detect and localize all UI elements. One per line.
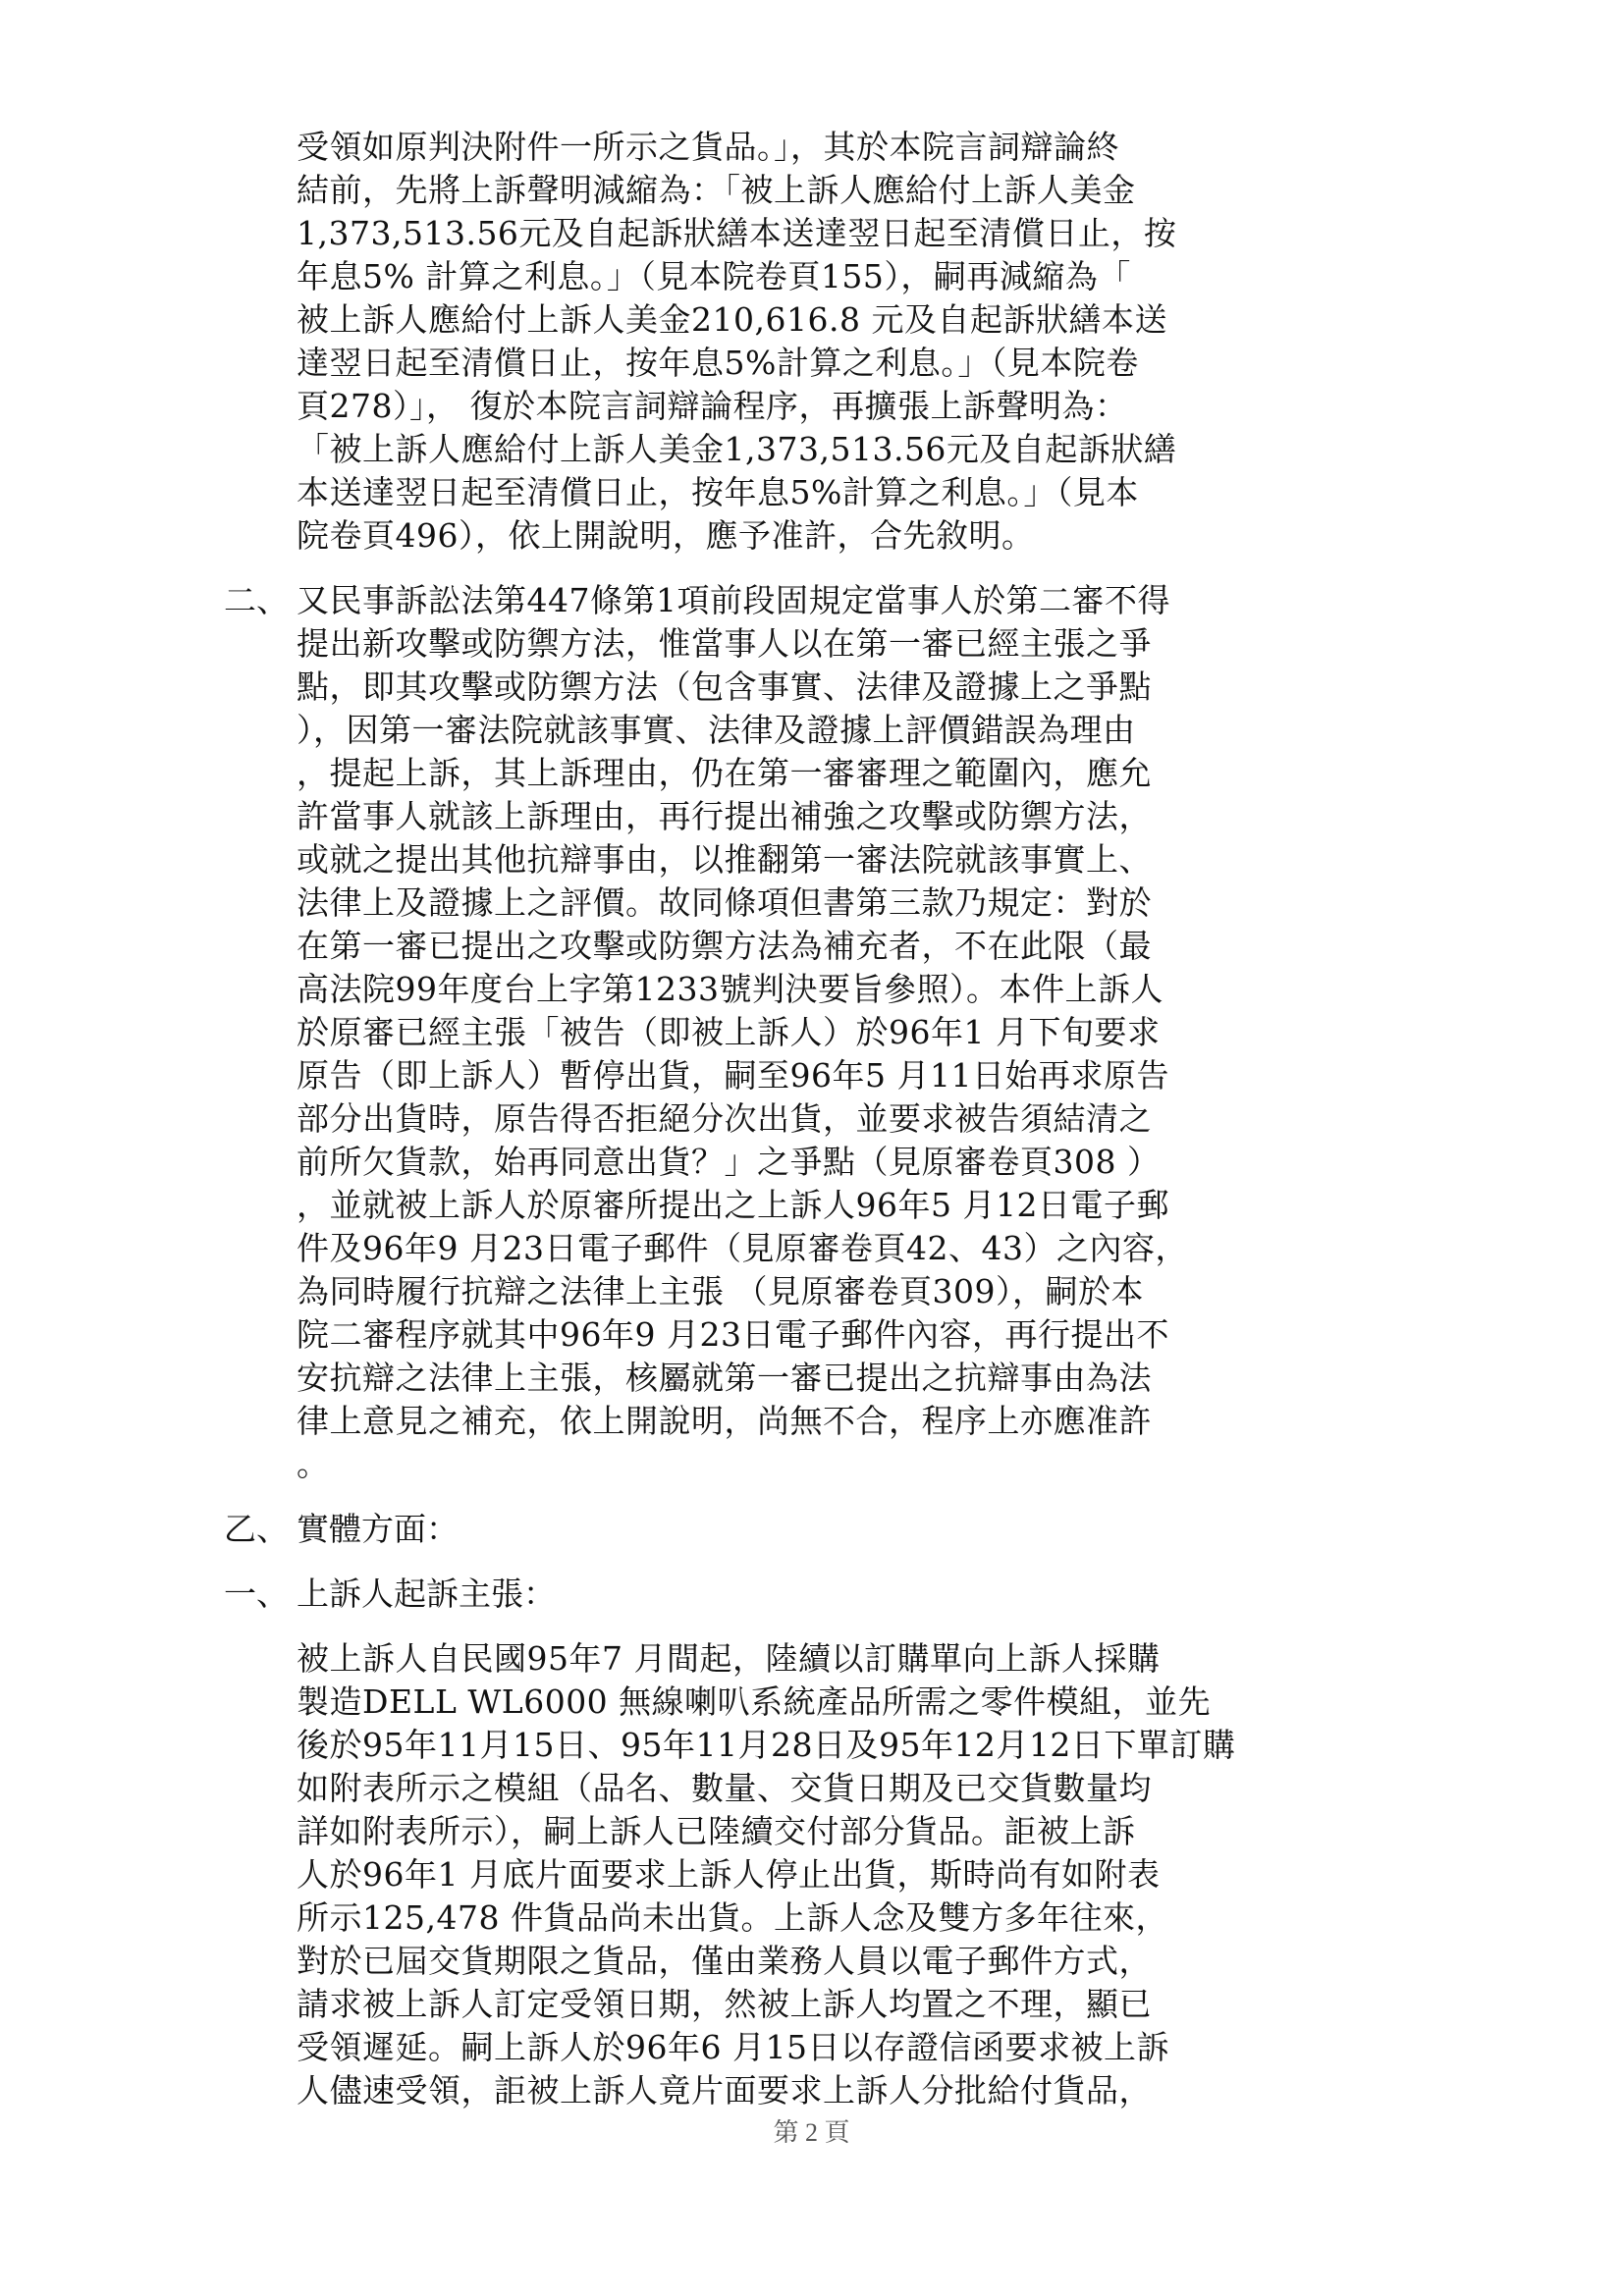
text-line: 後於95年11月15日、95年11月28日及95年12月12日下單訂購 [297, 1726, 1236, 1764]
text-line: 原告（即上訴人）暫停出貨，嗣至96年5 月11日始再求原告 [297, 1056, 1169, 1095]
text-line: 受領如原判決附件一所示之貨品。」，其於本院言詞辯論終 [297, 128, 1119, 166]
text-line: 為同時履行抗辯之法律上主張 （見原審卷頁309），嗣於本 [297, 1272, 1144, 1310]
text-line: 高法院99年度台上字第1233號判決要旨參照）。本件上訴人 [297, 970, 1163, 1008]
text-line: 所示125,478 件貨品尚未出貨。上訴人念及雙方多年往來， [297, 1898, 1168, 1937]
text-line: 法律上及證據上之評價。故同條項但書第三款乃規定：對於 [297, 883, 1152, 922]
text-line: 「被上訴人應給付上訴人美金1,373,513.56元及自起訴狀繕 [297, 430, 1177, 468]
text-line: 件及96年9 月23日電子郵件（見原審卷頁42、43）之內容， [297, 1229, 1188, 1267]
text-line: 在第一審已提出之攻擊或防禦方法為補充者，不在此限（最 [297, 927, 1152, 965]
text-line: 本送達翌日起至清償日止，按年息5%計算之利息。」（見本 [297, 473, 1139, 511]
text-line: ，並就被上訴人於原審所提出之上訴人96年5 月12日電子郵 [297, 1186, 1169, 1224]
text-line: 頁278）」， 復於本院言詞辯論程序，再擴張上訴聲明為： [297, 387, 1128, 425]
section-marker: 一、 [224, 1575, 289, 1613]
text-line: 人於96年1 月底片面要求上訴人停止出貨，斯時尚有如附表 [297, 1855, 1161, 1894]
text-line: 對於已屆交貨期限之貨品，僅由業務人員以電子郵件方式， [297, 1942, 1152, 1980]
text-line: 許當事人就該上訴理由，再行提出補強之攻擊或防禦方法， [297, 797, 1152, 835]
text-line: 。 [297, 1445, 330, 1483]
text-line: 製造DELL WL6000 無線喇叭系統產品所需之零件模組，並先 [297, 1682, 1212, 1721]
text-line: 人儘速受領，詎被上訴人竟片面要求上訴人分批給付貨品， [297, 2071, 1152, 2109]
text-line: 律上意見之補充，依上開說明，尚無不合，程序上亦應准許 [297, 1402, 1152, 1440]
part-title: 實體方面： [297, 1510, 459, 1548]
text-line: 點，即其攻擊或防禦方法（包含事實、法律及證據上之爭點 [297, 667, 1152, 706]
text-line: 前所欠貨款，始再同意出貨？」之爭點（見原審卷頁308 ） [297, 1143, 1161, 1181]
text-line: 達翌日起至清償日止，按年息5%計算之利息。」（見本院卷 [297, 344, 1139, 382]
text-line: 院卷頁496），依上開說明，應予准許，合先敘明。 [297, 516, 1035, 555]
section-marker: 二、 [224, 581, 289, 619]
text-line: ，提起上訴，其上訴理由，仍在第一審審理之範圍內，應允 [297, 754, 1152, 792]
part-marker: 乙、 [224, 1510, 289, 1548]
text-line: 又民事訴訟法第447條第1項前段固規定當事人於第二審不得 [297, 581, 1170, 619]
text-line: 部分出貨時，原告得否拒絕分次出貨，並要求被告須結清之 [297, 1099, 1152, 1138]
text-line: 請求被上訴人訂定受領日期，然被上訴人均置之不理，顯已 [297, 1985, 1152, 2023]
text-line: 如附表所示之模組（品名、數量、交貨日期及已交貨數量均 [297, 1769, 1152, 1807]
text-line: 於原審已經主張「被告（即被上訴人）於96年1 月下旬要求 [297, 1013, 1161, 1051]
text-line: 被上訴人自民國95年7 月間起，陸續以訂購單向上訴人採購 [297, 1639, 1161, 1678]
section-title: 上訴人起訴主張： [297, 1575, 556, 1613]
text-line: 或就之提出其他抗辯事由，以推翻第一審法院就該事實上、 [297, 840, 1152, 879]
text-line: 年息5% 計算之利息。」（見本院卷頁155），嗣再減縮為「 [297, 257, 1131, 295]
text-line: 提出新攻擊或防禦方法，惟當事人以在第一審已經主張之爭 [297, 624, 1152, 663]
text-line: 1,373,513.56元及自起訴狀繕本送達翌日起至清償日止，按 [297, 214, 1177, 252]
text-line: 受領遲延。嗣上訴人於96年6 月15日以存證信函要求被上訴 [297, 2028, 1169, 2066]
text-line: 院二審程序就其中96年9 月23日電子郵件內容，再行提出不 [297, 1315, 1169, 1354]
text-line: 安抗辯之法律上主張，核屬就第一審已提出之抗辯事由為法 [297, 1359, 1152, 1397]
page-number: 第 2 頁 [773, 2118, 850, 2147]
text-line: 被上訴人應給付上訴人美金210,616.8 元及自起訴狀繕本送 [297, 300, 1167, 339]
text-line: 結前，先將上訴聲明減縮為：「被上訴人應給付上訴人美金 [297, 171, 1136, 209]
text-line: ），因第一審法院就該事實、法律及證據上評價錯誤為理由 [297, 711, 1136, 749]
text-line: 詳如附表所示），嗣上訴人已陸續交付部分貨品。詎被上訴 [297, 1812, 1136, 1850]
